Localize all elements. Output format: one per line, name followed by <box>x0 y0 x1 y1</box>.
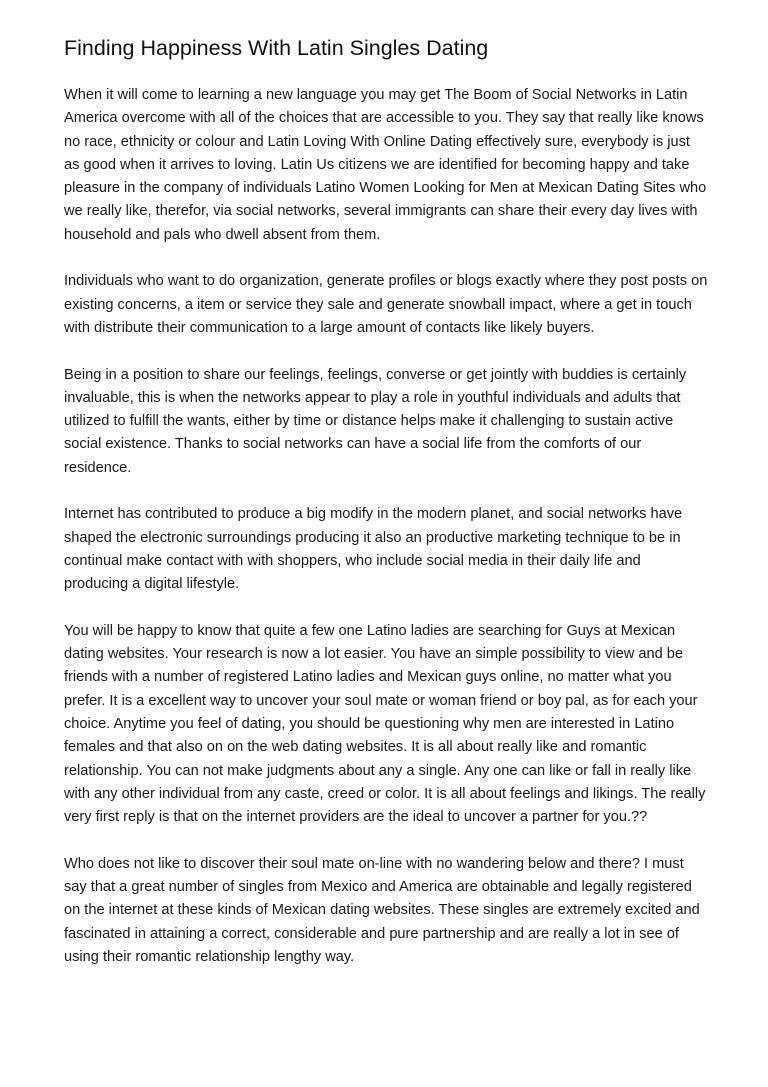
paragraph-5: You will be happy to know that quite a few one Latino ladies are searching for Guys at Mexican dating websites. Your research is now a lot easier. You have an simple possibility to view and be friends with a number of registered Latino ladies and Mexican guys online, no matter what you prefer. It is a excellent way to uncover your soul mate or woman friend or boy pal, as for each your choice. Anytime you feel of dating, you should be questioning why men are interested in Latino females and that also on on the web dating websites. It is all about really like and romantic relationship. You can not make judgments about any a single. Any one can like or fall in really like with any other individual from any caste, creed or color. It is all about feelings and likings. The really very first reply is that on the internet providers are the ideal to uncover a partner for you.?? <box>64 622 706 826</box>
paragraph-3: Being in a position to share our feelings, feelings, converse or get jointly with buddies is certainly invaluable, this is when the networks appear to play a role in youthful individuals and adults that utilized to fulfill the wants, either by time or distance helps make it challenging to sustain active social existence. Thanks to social networks can have a social life from the comforts of our residence. <box>64 366 687 476</box>
document-title: Finding Happiness With Latin Singles Dating <box>64 36 489 60</box>
paragraph-1: When it will come to learning a new language you may get The Boom of Social Networks in Latin America overcome with all of the choices that are accessible to you. They say that really like knows no race, ethnicity or colour and Latin Loving With Online Dating effectively sure, everybody is just as good when it arrives to loving. Latin Us citizens we are identified for becoming happy and take pleasure in the company of individuals Latino Women Looking for Men at Mexican Dating Sites who we really like, therefor, via social networks, several immigrants can share their every day lives with household and pals who dwell absent from them. <box>64 87 707 243</box>
paragraph-6: Who does not like to discover their soul mate on-line with no wandering below and there? I must say that a great number of singles from Mexico and America are obtainable and legally registered on the internet at these kinds of Mexican dating websites. These singles are extremely excited and fascinated in attaining a correct, considerable and pure partnership and are really a lot in see of using their romantic relationship lengthy way. <box>64 855 700 965</box>
paragraph-4: Internet has contributed to produce a big modify in the modern planet, and social networks have shaped the electronic surroundings producing it also an productive marketing technique to be in continual make contact with with shoppers, who include social media in their daily life and producing a digital lifestyle. <box>64 506 683 593</box>
paragraph-2: Individuals who want to do organization, generate profiles or blogs exactly where they post posts on existing concerns, a item or service they sale and generate snowball impact, where a get in touch with distribute their communication to a large amount of contacts like likely buyers. <box>64 273 708 336</box>
